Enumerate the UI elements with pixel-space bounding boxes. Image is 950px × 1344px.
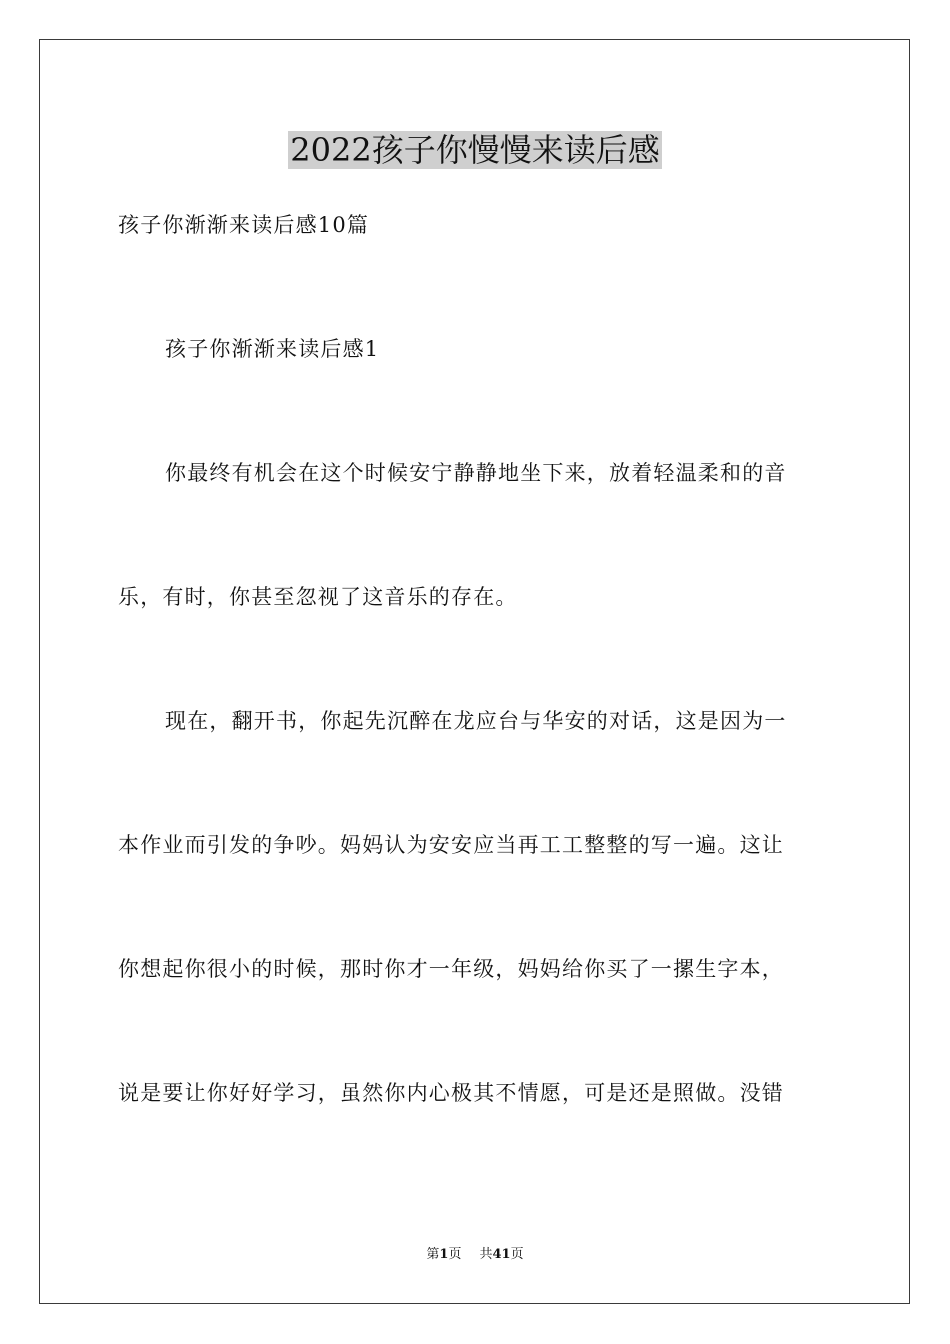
- total-suffix: 页: [510, 1247, 524, 1262]
- paragraph-line-4: 本作业而引发的争吵。妈妈认为安安应当再工工整整的写一遍。这让: [118, 833, 784, 857]
- page-number: 1: [439, 1247, 449, 1262]
- paragraph-line-1: 你最终有机会在这个时候安宁静静地坐下来，放着轻温柔和的音: [165, 461, 787, 485]
- document-title-text: 2022孩子你慢慢来读后感: [290, 131, 660, 169]
- total-pages: 41: [492, 1247, 511, 1262]
- paragraph-line-2: 乐，有时，你甚至忽视了这音乐的存在。: [118, 585, 518, 609]
- page-prefix: 第: [426, 1247, 440, 1262]
- document-title: [0, 128, 950, 172]
- paragraph-line-6: 说是要让你好好学习，虽然你内心极其不情愿，可是还是照做。没错: [118, 1081, 784, 1105]
- paragraph-line-3: 现在，翻开书，你起先沉醉在龙应台与华安的对话，这是因为一: [165, 709, 787, 733]
- total-prefix: 共: [479, 1247, 493, 1262]
- paragraph-line-5: 你想起你很小的时候，那时你才一年级，妈妈给你买了一摞生字本，: [118, 957, 784, 981]
- page-suffix: 页: [448, 1247, 462, 1262]
- section-heading: 孩子你渐渐来读后感1: [165, 337, 380, 361]
- document-subtitle: 孩子你渐渐来读后感10篇: [118, 213, 370, 237]
- page-footer: [0, 1246, 950, 1264]
